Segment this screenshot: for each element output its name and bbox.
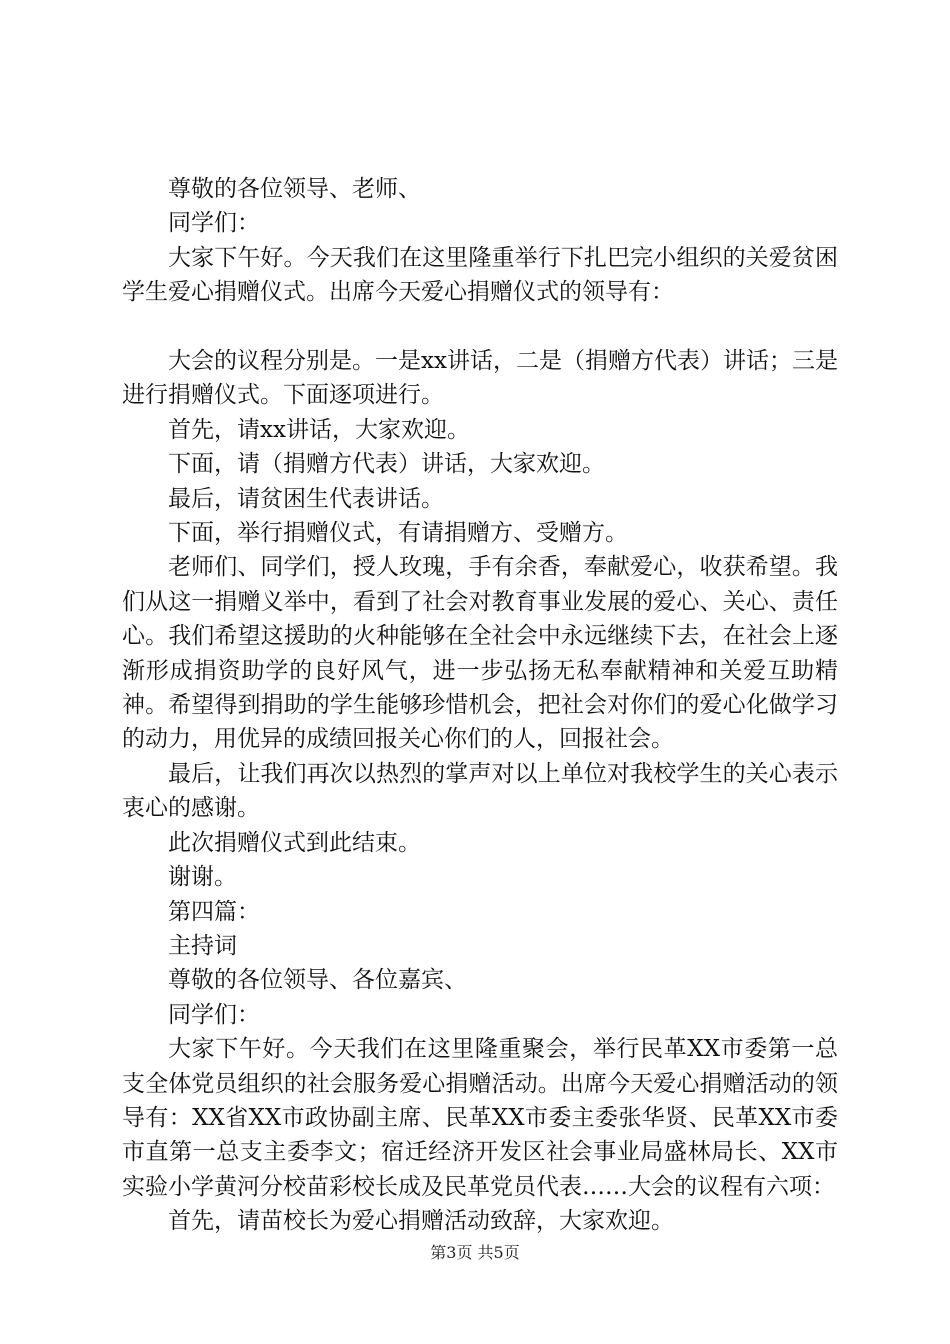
paragraph: 大会的议程分别是。一是xx讲话，二是（捐赠方代表）讲话；三是进行捐赠仪式。下面逐项进行。 (122, 348, 838, 409)
paragraph: 谢谢。 (168, 864, 237, 891)
paragraph: 下面，举行捐赠仪式，有请捐赠方、受赠方。 (168, 520, 628, 547)
document-body (122, 172, 838, 1239)
paragraph: 尊敬的各位领导、老师、 (168, 176, 421, 202)
paragraph: 同学们： (168, 210, 260, 237)
paragraph: 首先，请苗校长为爱心捐赠活动致辞，大家欢迎。 (168, 1208, 674, 1235)
paragraph: 最后，让我们再次以热烈的掌声对以上单位对我校学生的关心表示衷心的感谢。 (122, 760, 838, 822)
section-heading: 第四篇： (168, 898, 260, 925)
paragraph: 首先，请xx讲话，大家欢迎。 (168, 416, 470, 443)
paragraph: 同学们： (168, 1001, 260, 1028)
paragraph: 最后，请贫困生代表讲话。 (168, 485, 444, 512)
paragraph: 下面，请（捐赠方代表）讲话，大家欢迎。 (168, 451, 605, 478)
paragraph: 大家下午好。今天我们在这里隆重举行下扎巴完小组织的关爱贫困学生爱心捐赠仪式。出席今天爱心捐赠仪式的领导有： (122, 244, 838, 306)
paragraph: 老师们、同学们，授人玫瑰，手有余香，奉献爱心，收获希望。我们从这一捐赠义举中，看到了社会对教育事业发展的爱心、关心、责任心。我们希望这援助的火种能够在全社会中永远继续下去，在社会上逐渐形成捐资助学的良好风气，进一步弘扬无私奉献精神和关爱互助精神。希望得到捐助的学生能够珍惜机会，把社会对你们的爱心化做学习的动力，用优异的成绩回报关心你们的人，回报社会。 (122, 554, 838, 753)
blank-line (122, 310, 838, 344)
paragraph: 此次捐赠仪式到此结束。 (168, 829, 421, 856)
page-footer (0, 1240, 950, 1263)
paragraph: 大家下午好。今天我们在这里隆重聚会，举行民革XX市委第一总支全体党员组织的社会服务爱心捐赠活动。出席今天爱心捐赠活动的领导有：XX省XX市政协副主席、民革XX市委主委张华贤、民革XX市委市直第一总支主委李文；宿迁经济开发区社会事业局盛林局长、XX市实验小学黄河分校苗彩校长成及民革党员代表……大会的议程有六项： (122, 1036, 838, 1200)
section-subtitle: 主持词 (168, 932, 237, 959)
paragraph: 尊敬的各位领导、各位嘉宾、 (168, 967, 467, 994)
page-number: 第3页 共5页 (430, 1243, 520, 1262)
